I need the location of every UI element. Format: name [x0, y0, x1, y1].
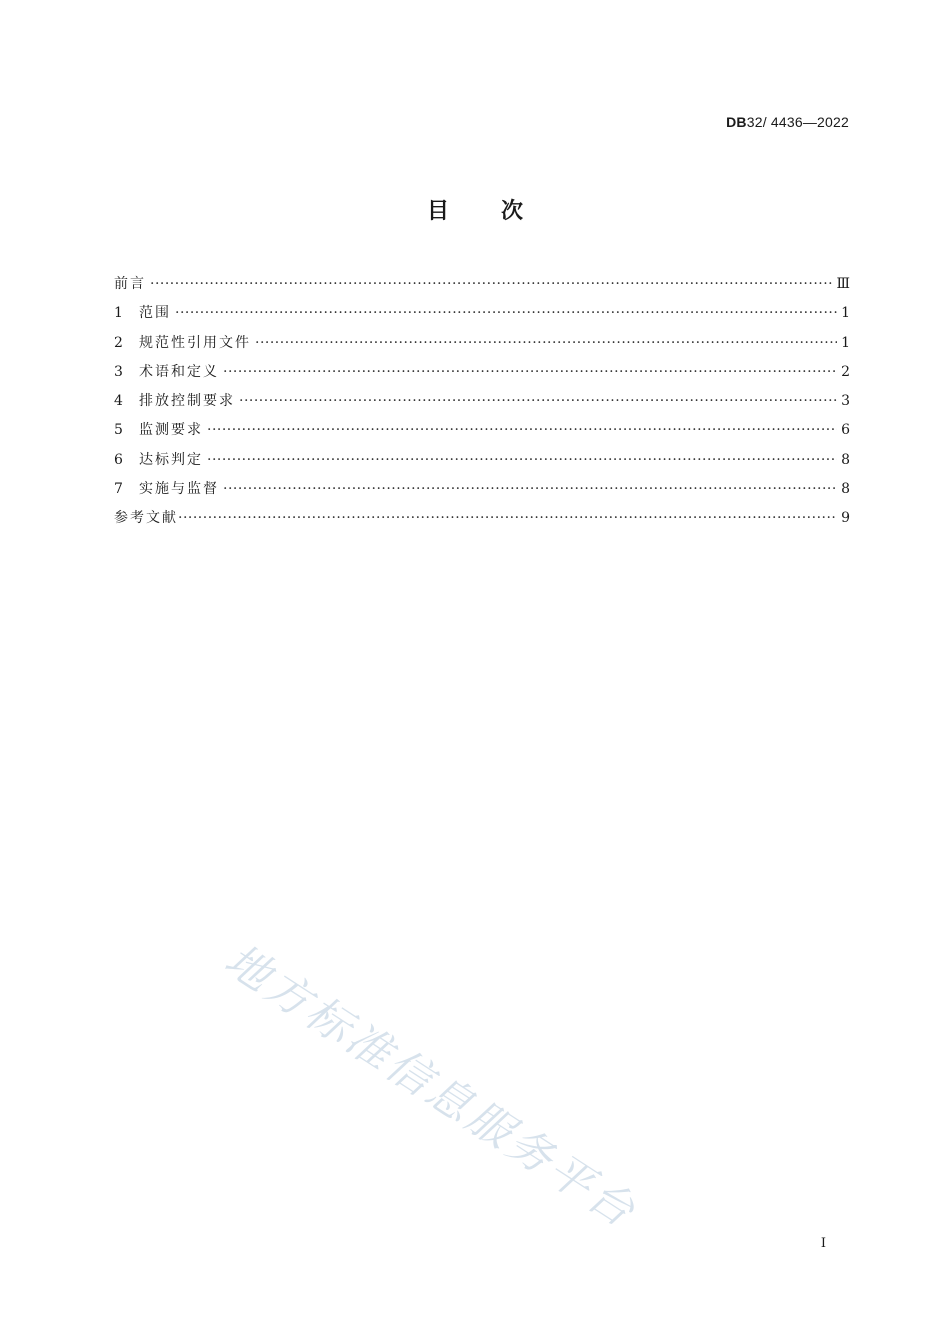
toc-entry-monitoring[interactable]	[114, 419, 850, 448]
document-code-prefix: DB	[726, 114, 747, 130]
toc-label: 监测要求	[139, 422, 203, 439]
toc-entry-normative-references[interactable]	[114, 332, 850, 361]
toc-section-number: 1	[114, 305, 123, 322]
toc-entry-bibliography[interactable]	[114, 507, 850, 536]
toc-section-number: 7	[114, 481, 123, 498]
toc-page-number: Ⅲ	[836, 276, 850, 292]
document-code-number: 32/ 4436—2022	[746, 114, 849, 130]
toc-leader-dots	[223, 361, 837, 383]
watermark: 地方标准信息服务平台	[215, 934, 646, 1239]
toc-page-number: 8	[841, 451, 850, 468]
toc-leader-dots	[207, 449, 837, 471]
toc-leader-dots	[223, 478, 837, 500]
toc-section-number: 3	[114, 363, 123, 380]
toc-leader-dots	[178, 507, 837, 529]
toc-section-number: 2	[114, 334, 123, 351]
toc-section-number: 4	[114, 393, 123, 410]
toc-section-number: 6	[114, 451, 123, 468]
toc-leader-dots	[175, 302, 837, 324]
toc-label: 达标判定	[139, 451, 203, 468]
toc-entry-terms-definitions[interactable]	[114, 361, 850, 390]
table-of-contents	[114, 273, 850, 537]
toc-page-number: 8	[841, 481, 850, 498]
toc-entry-scope[interactable]	[114, 302, 850, 331]
page-number: I	[820, 1236, 826, 1251]
toc-label: 规范性引用文件	[139, 334, 251, 351]
toc-label: 排放控制要求	[139, 393, 235, 410]
title-char-1: 目	[426, 199, 449, 224]
toc-leader-dots	[207, 419, 837, 441]
page-title	[0, 194, 950, 225]
document-code	[726, 114, 849, 130]
toc-section-number: 5	[114, 422, 123, 439]
toc-entry-foreword[interactable]	[114, 273, 850, 302]
toc-label: 实施与监督	[139, 481, 219, 498]
toc-page-number: 9	[841, 510, 850, 527]
toc-leader-dots	[150, 273, 832, 295]
toc-leader-dots	[255, 332, 837, 354]
toc-page-number: 3	[841, 393, 850, 410]
toc-label: 前言	[114, 276, 146, 292]
toc-entry-implementation[interactable]	[114, 478, 850, 507]
toc-page-number: 1	[841, 305, 850, 322]
toc-label: 参考文献	[114, 510, 178, 527]
title-char-2: 次	[501, 199, 524, 224]
toc-entry-emission-control[interactable]	[114, 390, 850, 419]
toc-page-number: 1	[841, 334, 850, 351]
toc-page-number: 6	[841, 422, 850, 439]
toc-leader-dots	[239, 390, 837, 412]
toc-label: 范围	[139, 305, 171, 322]
toc-page-number: 2	[841, 363, 850, 380]
toc-label: 术语和定义	[139, 363, 219, 380]
toc-entry-compliance[interactable]	[114, 449, 850, 478]
